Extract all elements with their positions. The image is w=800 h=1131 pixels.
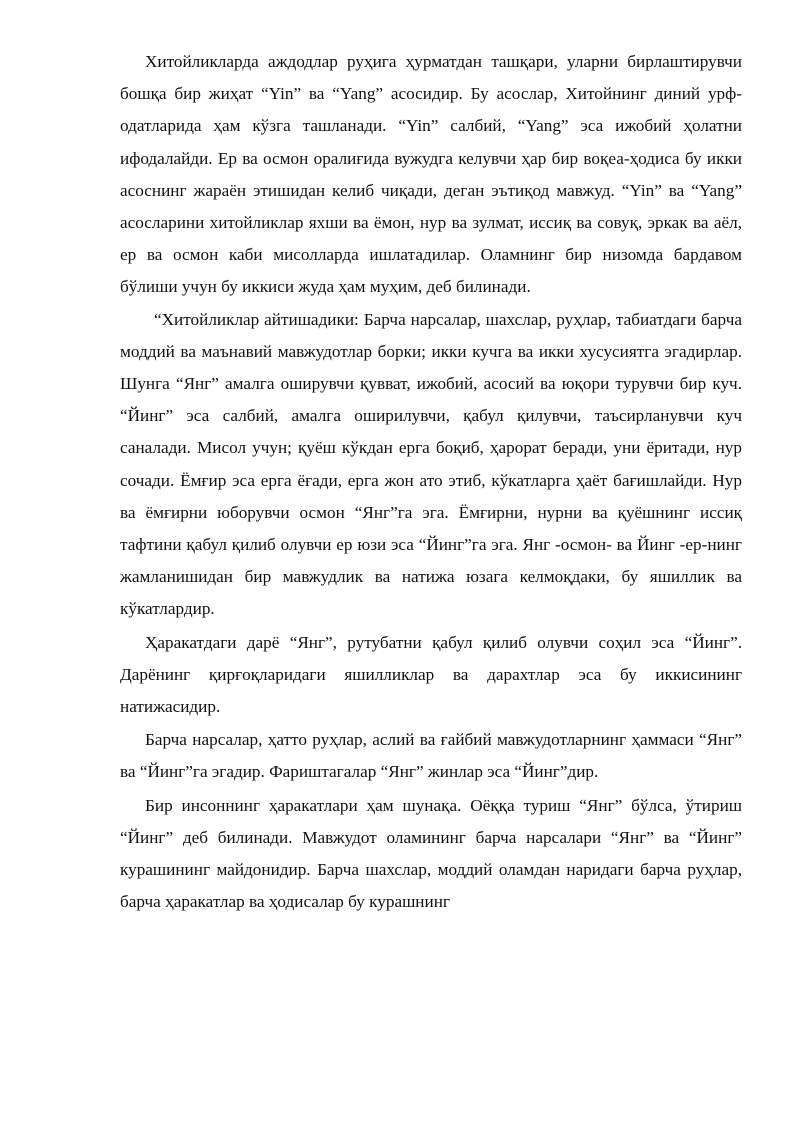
paragraph-chinese-saying: “Хитойликлар айтишадики: Барча нарсалар, шахслар, руҳлар, табиатдаги барча моддий ва маънавий мавжудотлар борки; икки кучга ва икки хусусиятга эгадирлар. Шунга “Янг” амалга оширувчи қувват, ижобий, асосий ва юқори турувчи бир куч. “Йинг” эса салбий, амалга оширилувчи, қабул қилувчи, таъсирланувчи куч саналади. Мисол учун; қуёш кўкдан ерга боқиб, ҳарорат беради, уни ёритади, нур сочади. Ёмғир эса ерга ёғади, ерга жон ато этиб, кўкатларга ҳаёт бағишлайди. Нур ва ёмғирни юборувчи осмон “Янг”га эга. Ёмғирни, нурни ва қуёшнинг иссиқ тафтини қабул қилиб олувчи ер юзи эса “Йинг”га эга. Янг -осмон- ва Йинг -ер-нинг жамланишидан бир мавжудлик ва натижа юзага келмоқдаки, бу яшиллик ва кўкатлардир.	[120, 309, 742, 619]
paragraph-yin-yang-intro: Хитойликларда аждодлар руҳига ҳурматдан ташқари, уларни бирлаштирувчи бошқа бир жиҳат “Yin” ва “Yang” асосидир. Бу асослар, Хитойнинг диний урф-одатларида ҳам кўзга ташланади. “Yin” салбий, “Yang” эса ижобий ҳолатни ифодалайди. Ер ва осмон оралиғида вужудга келувчи ҳар бир воқеа-ҳодиса бу икки асоснинг жараён этишидан келиб чиқади, деган эътиқод мавжуд. “Yin” ва “Yang” асосларини хитойликлар яхши ва ёмон, нур ва зулмат, иссиқ ва совуқ, эркак ва аёл, ер ва осмон каби мисолларда ишлатадилар. Оламнинг бир низомда бардавом бўлиши учун бу иккиси жуда ҳам муҳим, деб билинади.	[120, 52, 742, 297]
paragraph-river: Ҳаракатдаги дарё “Янг”, рутубатни қабул қилиб олувчи соҳил эса “Йинг”. Дарёнинг қирғоқларидаги яшилликлар ва дарахтлар эса бу иккисининг натижасидир.	[120, 632, 742, 717]
body-text	[120, 46, 742, 918]
paragraph-human-actions: Бир инсоннинг ҳаракатлари ҳам шунақа. Оёққа туриш “Янг” бўлса, ўтириш “Йинг” деб билинади. Мавжудот оламининг барча нарсалари “Янг” ва “Йинг” курашининг майдонидир. Барча шахслар, моддий оламдан наридаги барча руҳлар, барча ҳаракатлар ва ҳодисалар бу курашнинг	[120, 795, 742, 912]
paragraph-all-things: Барча нарсалар, ҳатто руҳлар, аслий ва ғайбий мавжудотларнинг ҳаммаси “Янг” ва “Йинг”га эгадир. Фариштагалар “Янг” жинлар эса “Йинг”дир.	[120, 730, 742, 782]
